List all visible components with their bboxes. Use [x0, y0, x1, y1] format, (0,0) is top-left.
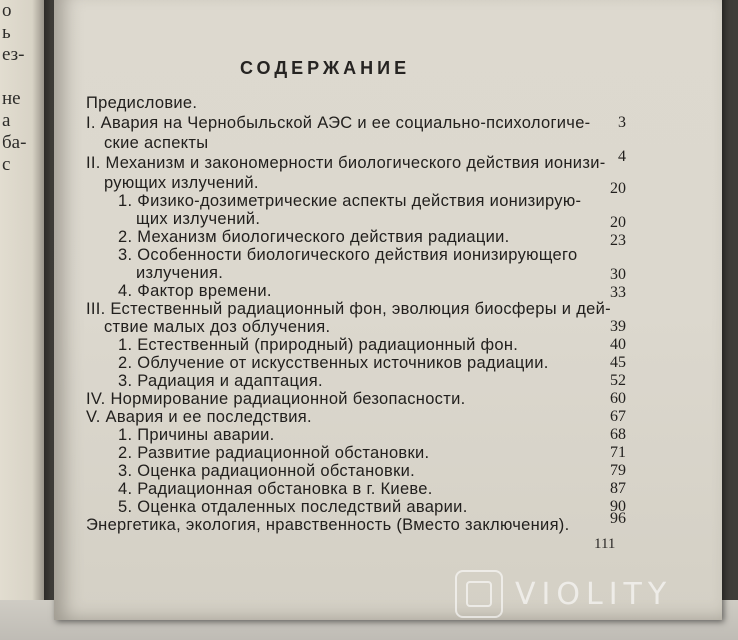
toc-page-number: 71 — [610, 444, 626, 461]
toc-entry: излучения. — [136, 264, 224, 282]
toc-page-number: 33 — [610, 284, 626, 301]
toc-entry: 2. Механизм биологического действия радиации. — [118, 228, 510, 246]
toc-entry: щих излучений. — [136, 210, 261, 228]
toc-entry: II. Механизм и закономерности биологического действия ионизи- — [86, 154, 606, 172]
toc-page-number: 79 — [610, 462, 626, 479]
toc-page-number: 4 — [618, 148, 626, 165]
watermark — [455, 568, 672, 620]
toc-entry: I. Авария на Чернобыльской АЭС и ее социально-психологиче- — [86, 114, 591, 132]
watermark-text: VIOLITY — [515, 576, 673, 612]
left-page-fragment: не — [2, 88, 21, 109]
toc-entry: 1. Физико-дозиметрические аспекты действия ионизирую- — [118, 192, 582, 210]
left-page-edge — [0, 0, 46, 600]
toc-page-number: 96 — [610, 510, 626, 527]
left-page-fragment: с — [2, 154, 11, 175]
toc-entry: III. Естественный радиационный фон, эволюция биосферы и дей- — [86, 300, 611, 318]
toc-entry: 2. Развитие радиационной обстановки. — [118, 444, 430, 462]
toc-page-number: 23 — [610, 232, 626, 249]
toc-page-number: 52 — [610, 372, 626, 389]
toc-page-number: 39 — [610, 318, 626, 335]
toc-page-number: 40 — [610, 336, 626, 353]
toc-entry: IV. Нормирование радиационной безопасности. — [86, 390, 466, 408]
toc-entry: ские аспекты — [104, 134, 209, 152]
toc-entry: 4. Фактор времени. — [118, 282, 272, 300]
toc-page-number: 45 — [610, 354, 626, 371]
toc-entry: Предисловие. — [86, 94, 198, 112]
toc-page-number: 60 — [610, 390, 626, 407]
toc-page-number: 87 — [610, 480, 626, 497]
toc-page-number: 30 — [610, 266, 626, 283]
toc-entry: 3. Радиация и адаптация. — [118, 372, 323, 390]
toc-entry: Энергетика, экология, нравственность (Вместо заключения). — [86, 516, 570, 534]
toc-entry: ствие малых доз облучения. — [104, 318, 331, 336]
page-folio: 111 — [594, 536, 616, 552]
toc-entry: 5. Оценка отдаленных последствий аварии. — [118, 498, 468, 516]
left-page-fragment: ез- — [2, 44, 25, 65]
toc-entry: 3. Особенности биологического действия ионизирующего — [118, 246, 578, 264]
toc-page-number: 20 — [610, 214, 626, 231]
toc-page-number: 67 — [610, 408, 626, 425]
toc-entry: V. Авария и ее последствия. — [86, 408, 312, 426]
toc-entry: 1. Естественный (природный) радиационный фон. — [118, 336, 519, 354]
toc-entry: 2. Облучение от искусственных источников радиации. — [118, 354, 549, 372]
toc-page-number: 3 — [618, 114, 626, 131]
left-page-fragment: ь — [2, 22, 11, 43]
left-page-fragment: а — [2, 110, 11, 131]
toc-page-number: 90 — [610, 498, 626, 515]
toc-entry: 3. Оценка радиационной обстановки. — [118, 462, 416, 480]
violity-logo-icon — [455, 570, 503, 618]
toc-entry: 4. Радиационная обстановка в г. Киеве. — [118, 480, 433, 498]
toc-entry: рующих излучений. — [104, 174, 259, 192]
left-page-fragment: о — [2, 0, 12, 21]
toc-page-number: 68 — [610, 426, 626, 443]
left-page-fragment: ба- — [2, 132, 27, 153]
toc-page-number: 20 — [610, 180, 626, 197]
toc-heading: СОДЕРЖАНИЕ — [240, 58, 411, 78]
toc-entry: 1. Причины аварии. — [118, 426, 275, 444]
